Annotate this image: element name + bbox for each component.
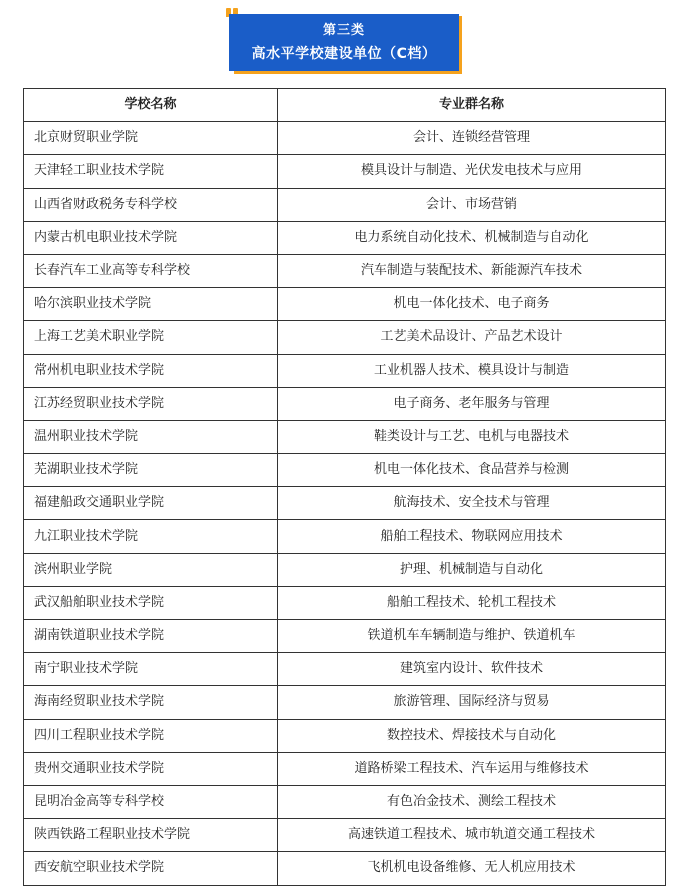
table-row: [24, 354, 666, 387]
schools-table: [23, 88, 666, 886]
major-group-cell: 数控技术、焊接技术与自动化: [278, 719, 666, 752]
major-group-cell: 工业机器人技术、模具设计与制造: [278, 354, 666, 387]
table-row: [24, 520, 666, 553]
major-group-cell: 电力系统自动化技术、机械制造与自动化: [278, 221, 666, 254]
major-group-cell: 高速铁道工程技术、城市轨道交通工程技术: [278, 819, 666, 852]
table-row: [24, 387, 666, 420]
table-row: [24, 553, 666, 586]
table-row: [24, 288, 666, 321]
table-row: [24, 221, 666, 254]
school-name-cell: 武汉船舶职业技术学院: [24, 586, 278, 619]
school-name-cell: 山西省财政税务专科学校: [24, 188, 278, 221]
banner-title: 高水平学校建设单位（C档）: [251, 46, 437, 62]
major-group-cell: 旅游管理、国际经济与贸易: [278, 686, 666, 719]
major-group-cell: 飞机机电设备维修、无人机应用技术: [278, 852, 666, 885]
header-school-name: 学校名称: [24, 89, 278, 122]
table-row: [24, 122, 666, 155]
school-name-cell: 内蒙古机电职业技术学院: [24, 221, 278, 254]
header-major-group: 专业群名称: [278, 89, 666, 122]
major-group-cell: 模具设计与制造、光伏发电技术与应用: [278, 155, 666, 188]
major-group-cell: 机电一体化技术、食品营养与检测: [278, 454, 666, 487]
school-name-cell: 天津轻工职业技术学院: [24, 155, 278, 188]
table-row: [24, 155, 666, 188]
table-row: [24, 653, 666, 686]
school-name-cell: 湖南铁道职业技术学院: [24, 620, 278, 653]
major-group-cell: 道路桥梁工程技术、汽车运用与维修技术: [278, 752, 666, 785]
school-name-cell: 滨州职业学院: [24, 553, 278, 586]
major-group-cell: 电子商务、老年服务与管理: [278, 387, 666, 420]
major-group-cell: 会计、市场营销: [278, 188, 666, 221]
school-name-cell: 九江职业技术学院: [24, 520, 278, 553]
school-name-cell: 贵州交通职业技术学院: [24, 752, 278, 785]
table-row: [24, 254, 666, 287]
category-banner: [226, 8, 466, 76]
major-group-cell: 铁道机车车辆制造与维护、铁道机车: [278, 620, 666, 653]
school-name-cell: 昆明冶金高等专科学校: [24, 785, 278, 818]
major-group-cell: 船舶工程技术、轮机工程技术: [278, 586, 666, 619]
school-name-cell: 西安航空职业技术学院: [24, 852, 278, 885]
school-name-cell: 哈尔滨职业技术学院: [24, 288, 278, 321]
school-name-cell: 北京财贸职业学院: [24, 122, 278, 155]
table-row: [24, 785, 666, 818]
table-row: [24, 420, 666, 453]
school-name-cell: 南宁职业技术学院: [24, 653, 278, 686]
major-group-cell: 机电一体化技术、电子商务: [278, 288, 666, 321]
table-header-row: [24, 89, 666, 122]
table-body: [24, 122, 666, 885]
table-row: [24, 686, 666, 719]
table-row: [24, 321, 666, 354]
school-name-cell: 四川工程职业技术学院: [24, 719, 278, 752]
major-group-cell: 护理、机械制造与自动化: [278, 553, 666, 586]
major-group-cell: 鞋类设计与工艺、电机与电器技术: [278, 420, 666, 453]
table-row: [24, 719, 666, 752]
school-name-cell: 芜湖职业技术学院: [24, 454, 278, 487]
school-name-cell: 温州职业技术学院: [24, 420, 278, 453]
banner-box: [229, 14, 459, 71]
major-group-cell: 汽车制造与装配技术、新能源汽车技术: [278, 254, 666, 287]
table-row: [24, 620, 666, 653]
major-group-cell: 会计、连锁经营管理: [278, 122, 666, 155]
major-group-cell: 航海技术、安全技术与管理: [278, 487, 666, 520]
school-name-cell: 福建船政交通职业学院: [24, 487, 278, 520]
school-name-cell: 上海工艺美术职业学院: [24, 321, 278, 354]
school-name-cell: 海南经贸职业技术学院: [24, 686, 278, 719]
school-name-cell: 江苏经贸职业技术学院: [24, 387, 278, 420]
table-row: [24, 188, 666, 221]
table-row: [24, 752, 666, 785]
school-name-cell: 陕西铁路工程职业技术学院: [24, 819, 278, 852]
school-name-cell: 常州机电职业技术学院: [24, 354, 278, 387]
school-name-cell: 长春汽车工业高等专科学校: [24, 254, 278, 287]
banner-category: 第三类: [322, 23, 365, 38]
major-group-cell: 建筑室内设计、软件技术: [278, 653, 666, 686]
table-row: [24, 454, 666, 487]
major-group-cell: 船舶工程技术、物联网应用技术: [278, 520, 666, 553]
table-row: [24, 487, 666, 520]
table-row: [24, 852, 666, 885]
major-group-cell: 工艺美术品设计、产品艺术设计: [278, 321, 666, 354]
table-row: [24, 586, 666, 619]
major-group-cell: 有色冶金技术、测绘工程技术: [278, 785, 666, 818]
table-row: [24, 819, 666, 852]
